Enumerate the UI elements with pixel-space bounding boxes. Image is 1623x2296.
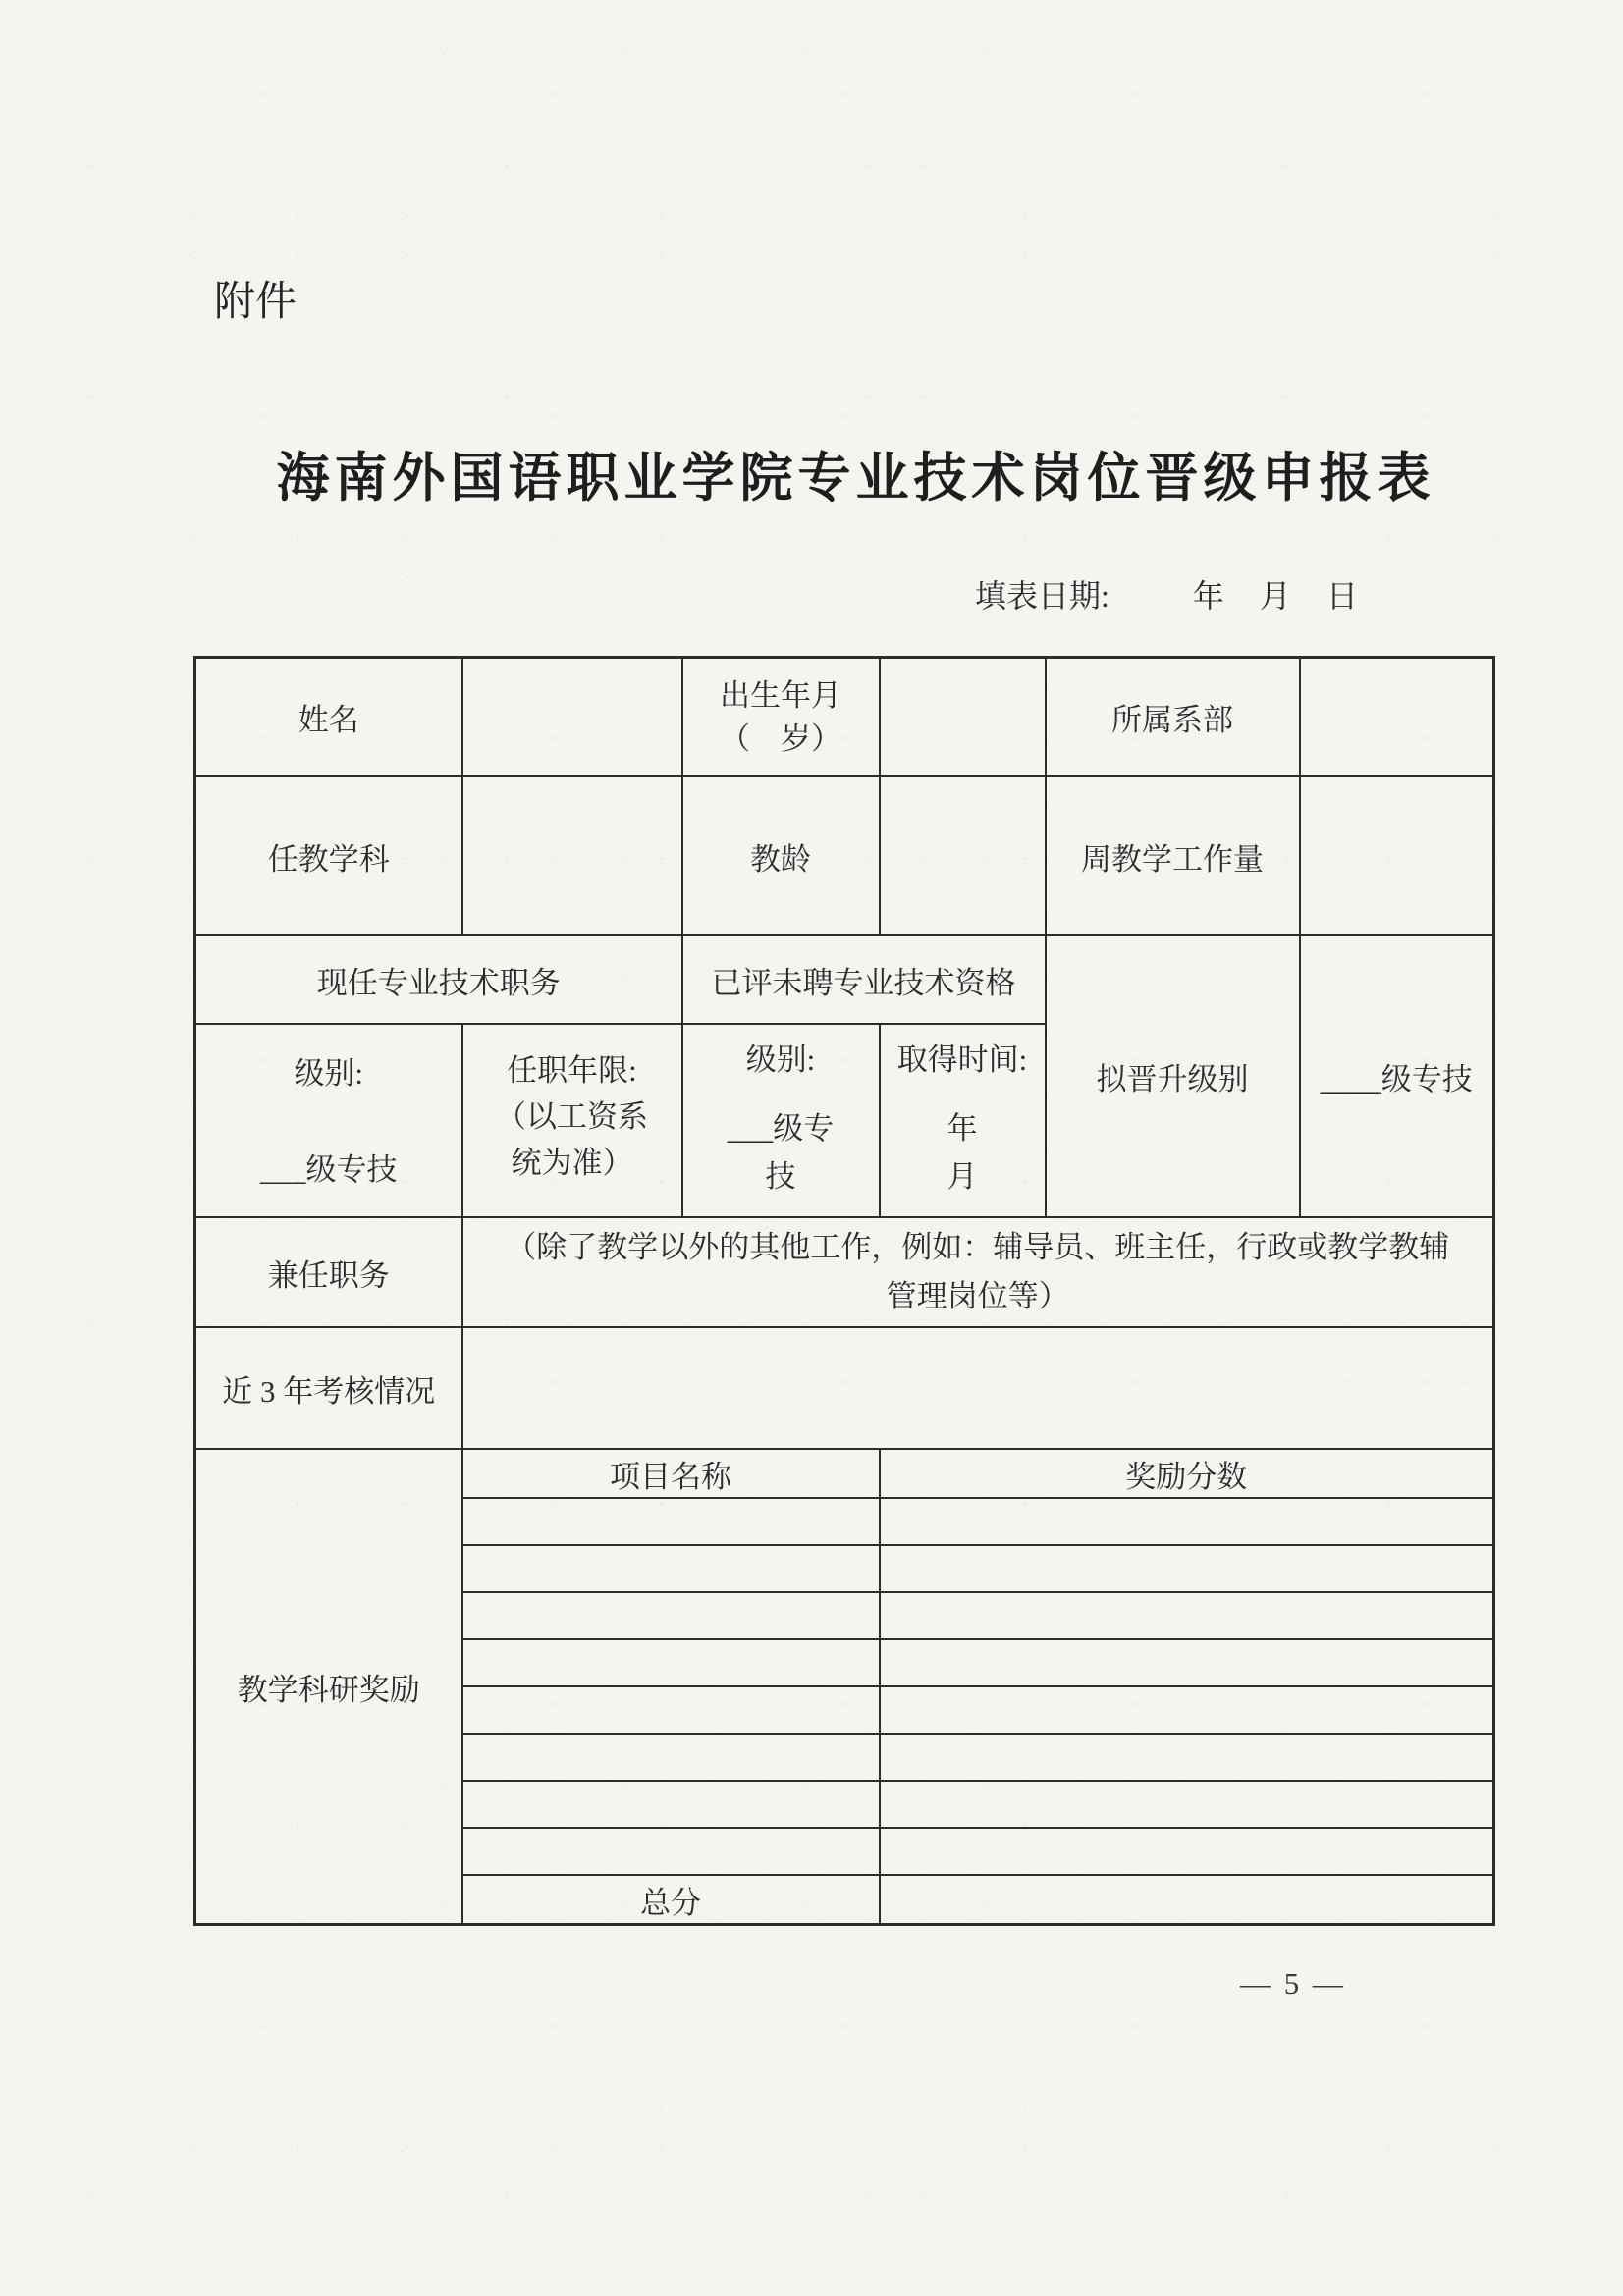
birth-label-line2: （ 岁） bbox=[720, 721, 841, 756]
concurrent-duty-note-cell bbox=[462, 1217, 1494, 1327]
qualified-level-value-line1: ___级专 bbox=[727, 1111, 835, 1146]
fill-date-day: 日 bbox=[1325, 578, 1358, 614]
row-basic-1 bbox=[195, 658, 1494, 777]
tenure-note-line2: 统为准） bbox=[511, 1146, 633, 1180]
award-project-cell bbox=[462, 1686, 880, 1734]
row-concurrent-duty bbox=[195, 1217, 1494, 1327]
current-position-header-cell: 现任专业技术职务 bbox=[195, 935, 682, 1024]
weekly-load-label-cell: 周教学工作量 bbox=[1046, 776, 1300, 935]
current-level-value: ___级专技 bbox=[260, 1152, 398, 1187]
department-value-cell bbox=[1300, 658, 1494, 777]
form-title: 海南外国语职业学院专业技术岗位晋级申报表 bbox=[276, 449, 1435, 507]
award-project-cell bbox=[462, 1828, 880, 1875]
concurrent-note-line1: （除了教学以外的其他工作，例如：辅导员、班主任，行政或教学教辅 bbox=[506, 1230, 1450, 1264]
birth-value-cell bbox=[880, 658, 1046, 777]
assessment-label-cell: 近 3 年考核情况 bbox=[195, 1327, 462, 1449]
tenure-note-line1: （以工资系 bbox=[496, 1099, 648, 1134]
department-label-cell: 所属系部 bbox=[1046, 658, 1300, 777]
qualification-header-cell: 已评未聘专业技术资格 bbox=[682, 935, 1046, 1024]
subject-value-cell bbox=[462, 776, 682, 935]
row-awards-header bbox=[195, 1449, 1494, 1498]
name-label-cell: 姓名 bbox=[195, 658, 462, 777]
page-number: — 5 — bbox=[1240, 1966, 1346, 2001]
awards-score-header-cell: 奖励分数 bbox=[880, 1449, 1494, 1498]
award-score-cell bbox=[880, 1781, 1494, 1828]
award-score-cell bbox=[880, 1828, 1494, 1875]
row-assessment bbox=[195, 1327, 1494, 1449]
tenure-cell bbox=[462, 1024, 682, 1217]
proposed-level-value-cell: ____级专技 bbox=[1300, 935, 1494, 1217]
qualified-level-label: 级别: bbox=[745, 1042, 816, 1077]
application-form-table bbox=[193, 656, 1495, 1926]
obtained-year: 年 bbox=[947, 1111, 978, 1146]
award-score-cell bbox=[880, 1686, 1494, 1734]
award-project-cell bbox=[462, 1639, 880, 1686]
current-level-label: 级别: bbox=[294, 1056, 364, 1091]
teaching-years-value-cell bbox=[880, 776, 1046, 935]
row-position-header bbox=[195, 935, 1494, 1024]
attachment-label: 附件 bbox=[214, 278, 298, 324]
birth-label-line1: 出生年月 bbox=[720, 677, 841, 713]
awards-total-label-cell: 总分 bbox=[462, 1875, 880, 1925]
fill-date-month: 月 bbox=[1259, 578, 1291, 614]
award-score-cell bbox=[880, 1545, 1494, 1592]
award-score-cell bbox=[880, 1498, 1494, 1545]
obtained-month: 月 bbox=[947, 1159, 978, 1194]
fill-date-year: 年 bbox=[1192, 578, 1224, 614]
obtained-time-label: 取得时间: bbox=[896, 1042, 1028, 1077]
award-score-cell bbox=[880, 1639, 1494, 1686]
fill-date-label: 填表日期: bbox=[975, 578, 1109, 614]
obtained-time-cell bbox=[880, 1024, 1046, 1217]
award-project-cell bbox=[462, 1545, 880, 1592]
teaching-years-label-cell: 教龄 bbox=[682, 776, 880, 935]
awards-total-value-cell bbox=[880, 1875, 1494, 1925]
award-project-cell bbox=[462, 1781, 880, 1828]
current-level-cell bbox=[195, 1024, 462, 1217]
weekly-load-value-cell bbox=[1300, 776, 1494, 935]
awards-section-label-cell: 教学科研奖励 bbox=[195, 1449, 462, 1925]
row-basic-2 bbox=[195, 776, 1494, 935]
name-value-cell bbox=[462, 658, 682, 777]
concurrent-note-line2: 管理岗位等） bbox=[886, 1279, 1069, 1313]
assessment-value-cell bbox=[462, 1327, 1494, 1449]
subject-label-cell: 任教学科 bbox=[195, 776, 462, 935]
award-score-cell bbox=[880, 1734, 1494, 1781]
qualified-level-value-line2: 技 bbox=[765, 1159, 796, 1194]
birth-label-cell bbox=[682, 658, 880, 777]
awards-project-header-cell: 项目名称 bbox=[462, 1449, 880, 1498]
proposed-level-label-cell: 拟晋升级别 bbox=[1046, 935, 1300, 1217]
fill-date-line bbox=[975, 571, 1358, 616]
award-project-cell bbox=[462, 1592, 880, 1639]
award-score-cell bbox=[880, 1592, 1494, 1639]
tenure-label: 任职年限: bbox=[507, 1053, 637, 1088]
award-project-cell bbox=[462, 1498, 880, 1545]
award-project-cell bbox=[462, 1734, 880, 1781]
concurrent-duty-label-cell: 兼任职务 bbox=[195, 1217, 462, 1327]
qualified-level-cell bbox=[682, 1024, 880, 1217]
